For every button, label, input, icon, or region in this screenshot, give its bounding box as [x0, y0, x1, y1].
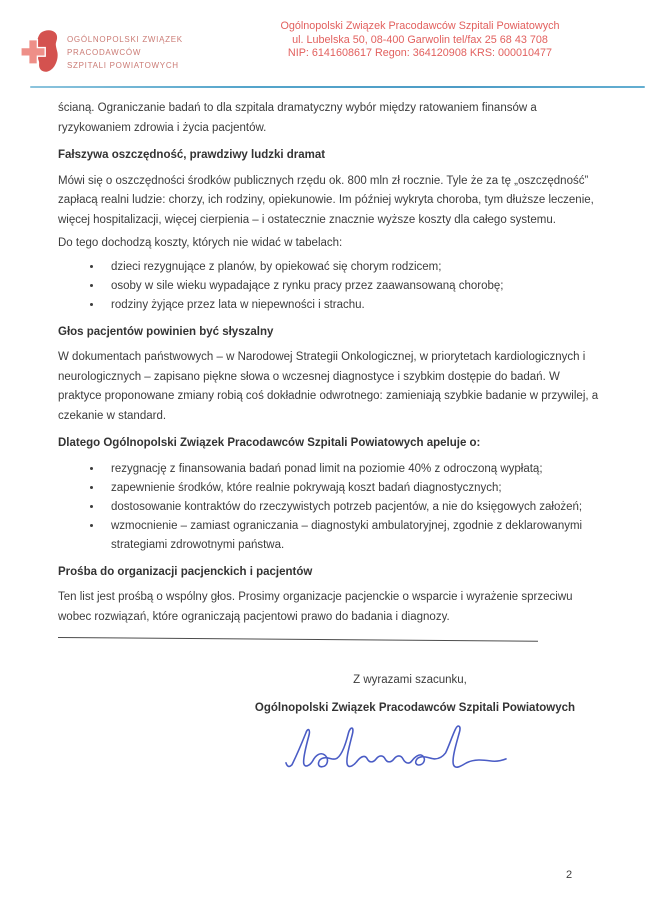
costs-bullet-list [58, 258, 606, 315]
closing-salutation: Z wyrazami szacunku, [353, 674, 467, 686]
logo-caption-line: PRACODAWCÓW [67, 48, 142, 57]
handwritten-signature [282, 716, 510, 780]
list-item: • rodziny żyjące przez lata w niepewności i strachu. [103, 296, 606, 315]
org-logo [20, 27, 183, 75]
logo-caption-line: SZPITALI POWIATOWYCH [67, 61, 179, 70]
paragraph-request: Ten list jest prośbą o wspólny głos. Prosimy organizacje pacjenckie o wsparcie i wyrażenie sprzeciwu wobec rozwiązań, które ograniczają pacjentowi prawo do badania i diagnozy. [58, 591, 573, 623]
heading-patient-voice: Głos pacjentów powinien być słyszalny [58, 325, 274, 338]
list-item: • zapewnienie środków, które realnie pokrywają koszt badań diagnostycznych; [103, 479, 606, 498]
paragraph-costs-intro: Do tego dochodzą koszty, których nie widać w tabelach: [58, 237, 343, 249]
paragraph-savings: Mówi się o oszczędności środków publicznych rzędu ok. 800 mln zł rocznie. Tyle że za tę „oszczędność” zapłacą realni ludzie: chorzy, ich rodziny, opiekunowie. Im później wykryta choroba, tym dłuższe leczenie, więcej hospitalizacji, więcej cierpienia – i ostatecznie znacznie wyższe koszty dla całego systemu. [58, 174, 594, 226]
org-contact-block [255, 20, 585, 61]
list-item: • dostosowanie kontraktów do rzeczywistych potrzeb pacjentów, a nie do księgowych założeń; [103, 498, 606, 517]
heading-false-savings: Fałszywa oszczędność, prawdziwy ludzki dramat [58, 149, 326, 161]
org-logo-icon [20, 27, 60, 75]
signatory-org-name: Ogólnopolski Związek Pracodawców Szpitali Powiatowych [254, 702, 576, 714]
paragraph-patient-voice: W dokumentach państwowych – w Narodowej Strategii Onkologicznej, w priorytetach kardiologicznych i neurologicznych – zapisano piękne słowa o wczesnej diagnostyce i szybkim dostępie do badań. W praktyce proponowane zmiany robią coś dokładnie odwrotnego: zamieniają szybkie badanie w przywilej, a czekanie w standard. [58, 351, 599, 422]
org-registry-line: NIP: 6141608617 Regon: 364120908 KRS: 000010477 [287, 47, 553, 60]
list-item: • dzieci rezygnujące z planów, by opiekować się chorym rodzicem; [103, 258, 606, 277]
org-name-line: Ogólnopolski Związek Pracodawców Szpitali Powiatowych [280, 20, 560, 32]
signature-divider [58, 637, 538, 642]
list-item: • osoby w sile wieku wypadające z rynku pracy przez zaawansowaną chorobę; [103, 277, 606, 296]
org-address-line: ul. Lubelska 50, 08-400 Garwolin tel/fax 25 68 43 708 [292, 33, 548, 46]
heading-request: Prośba do organizacji pacjenckich i pacjentów [58, 565, 313, 578]
list-item: • wzmocnienie – zamiast ograniczania – diagnostyki ambulatoryjnej, zgodnie z deklarowanymi strategiami zdrowotnymi państwa. [103, 517, 606, 555]
org-logo-caption [67, 32, 183, 70]
heading-appeal: Dlatego Ogólnopolski Związek Pracodawców Szpitali Powiatowych apeluje o: [58, 437, 481, 449]
paragraph-intro: ścianą. Ograniczanie badań to dla szpitala dramatyczny wybór między ratowaniem finansów a ryzykowaniem zdrowia i życia pacjentów. [58, 102, 537, 134]
appeal-bullet-list [58, 460, 606, 555]
letter-body [58, 99, 606, 638]
page-number: 2 [566, 869, 573, 881]
letterhead [0, 0, 645, 96]
list-item: • rezygnację z finansowania badań ponad limit na poziomie 40% z odroczoną wypłatą; [103, 460, 606, 479]
logo-caption-line: OGÓLNOPOLSKI ZWIĄZEK [67, 35, 183, 44]
